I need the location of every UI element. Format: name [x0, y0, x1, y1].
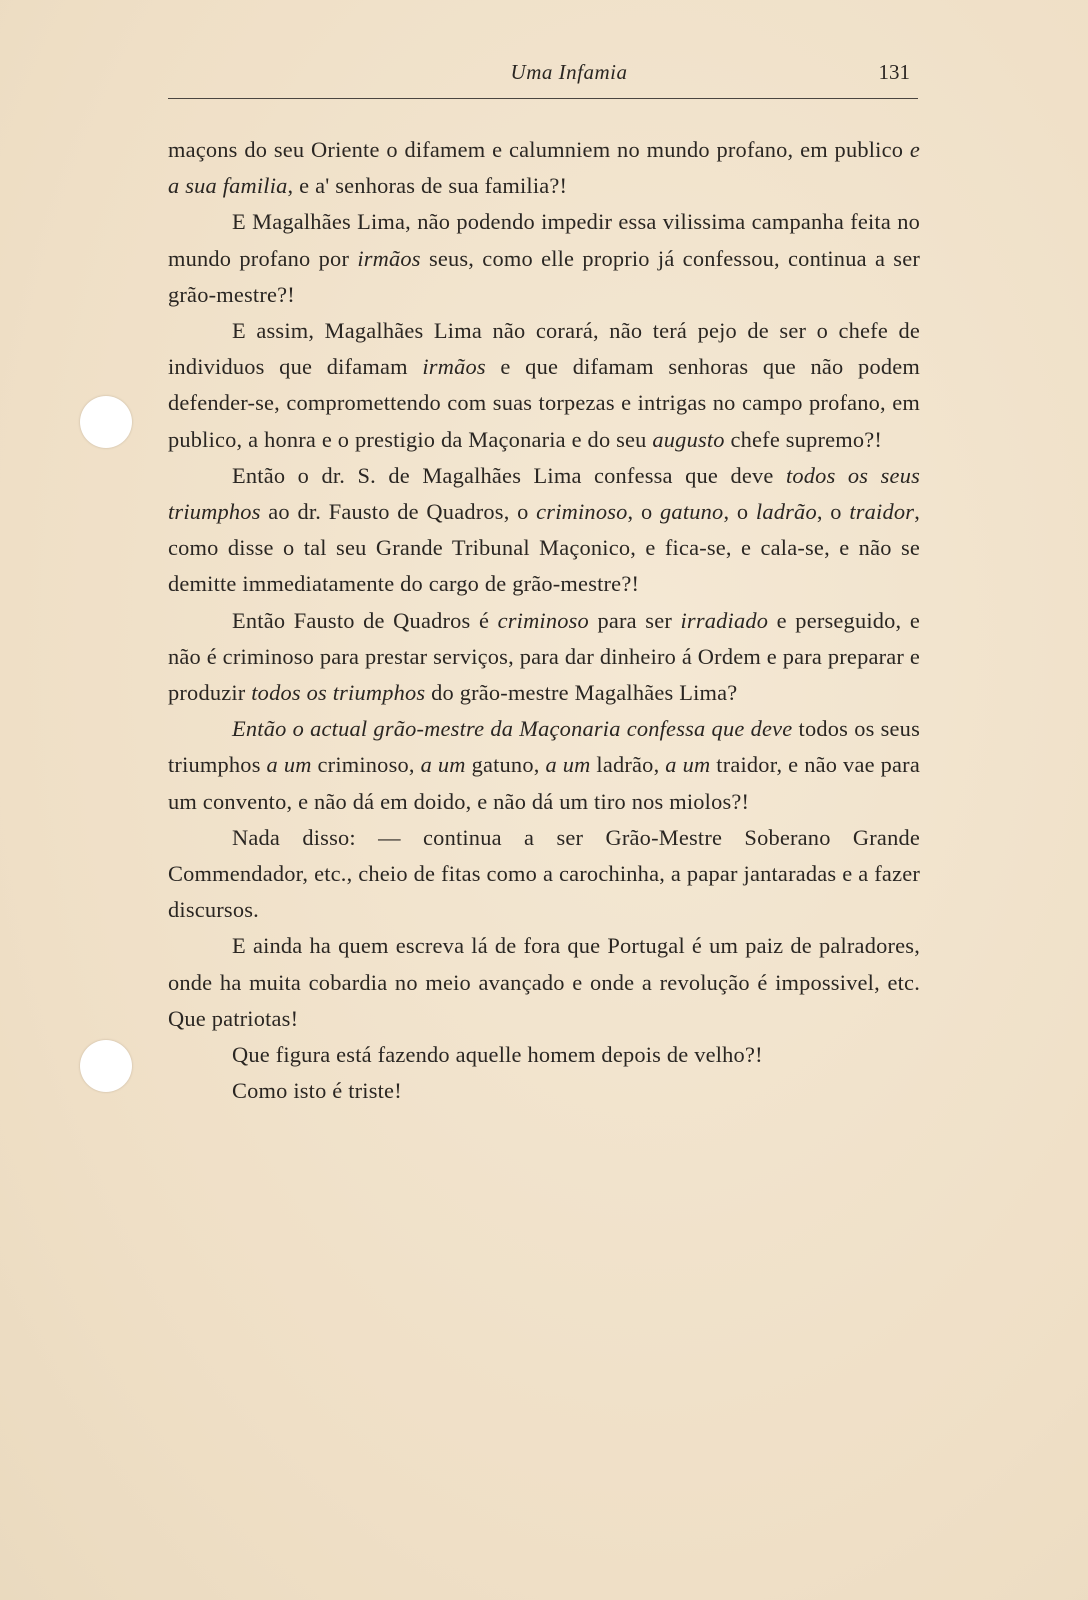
paragraph [168, 603, 920, 712]
text-run: criminoso, [311, 752, 421, 778]
italic-text: a um [266, 752, 312, 778]
italic-text: a um [420, 752, 466, 778]
binding-hole [80, 396, 132, 448]
paragraph [168, 820, 920, 929]
text-run: , o [816, 499, 850, 525]
italic-text: Então o actual grão-mestre da Maçonaria confessa que deve [232, 716, 793, 742]
italic-text: gatuno [660, 499, 724, 525]
text-run: para ser [588, 607, 681, 633]
italic-text: augusto [652, 426, 725, 452]
text-run: Então Fausto de Quadros é [232, 607, 498, 633]
text-run: chefe supremo?! [724, 426, 883, 452]
paragraph [168, 132, 920, 204]
text-run: , como disse o tal seu Grande Tribunal Maçonico, e fica-se, e cala-se, e não se demitte immediatamente do cargo de grão-mestre?! [168, 499, 920, 597]
header-rule [168, 98, 918, 99]
text-run: Como isto é triste! [232, 1078, 402, 1104]
paragraph [168, 458, 920, 603]
text-run: todos os seus triumphos [168, 716, 920, 778]
italic-text: irmãos [422, 354, 486, 380]
italic-text: todos os triumphos [251, 680, 426, 706]
paragraph [168, 313, 920, 458]
italic-text: e a sua familia [168, 137, 920, 199]
text-run: , o [627, 499, 661, 525]
text-run: Que figura está fazendo aquelle homem depois de velho?! [232, 1042, 763, 1068]
paragraph [168, 928, 920, 1037]
text-run: ladrão, [590, 752, 666, 778]
italic-text: irmãos [357, 245, 421, 271]
paragraph [168, 711, 920, 820]
italic-text: criminoso [497, 607, 589, 633]
paragraph [168, 1037, 920, 1073]
text-run: , o [723, 499, 756, 525]
page-number: 131 [878, 60, 910, 84]
italic-text: ladrão [755, 499, 817, 525]
text-run: maçons do seu Oriente o difamem e calumniem no mundo profano, em publico [168, 137, 910, 162]
text-run: traidor, e não vae para um convento, e não dá em doido, e não dá um tiro nos miolos?! [168, 752, 920, 814]
italic-text: todos os seus triumphos [168, 462, 921, 525]
body-text [168, 132, 920, 1109]
text-run: seus, como elle proprio já confessou, continua a ser grão-mestre?! [168, 245, 920, 307]
text-run: gatuno, [465, 752, 546, 778]
text-run: e que difamam senhoras que não podem defender-se, compromettendo com suas torpezas e intrigas no campo profano, em publico, a honra e o prestigio da Maçonaria e do seu [168, 354, 920, 452]
italic-text: a um [665, 752, 711, 778]
text-run: e perseguido, e não é criminoso para prestar serviços, para dar dinheiro á Ordem e para preparar e produzir [168, 607, 920, 706]
text-run: E assim, Magalhães Lima não corará, não terá pejo de ser o chefe de individuos que difamam [168, 318, 920, 380]
text-run: Nada disso: — continua a ser Grão-Mestre Soberano Grande Commendador, etc., cheio de fitas como a carochinha, a papar jantaradas e a fazer discursos. [168, 824, 920, 923]
text-run: do grão-mestre Magalhães Lima? [425, 680, 738, 706]
italic-text: criminoso [536, 499, 628, 525]
text-run: , e a' senhoras de sua familia?! [287, 173, 568, 199]
paragraph [168, 1073, 920, 1109]
text-run: Então o dr. S. de Magalhães Lima confessa que deve [232, 462, 786, 488]
italic-text: irradiado [680, 607, 769, 633]
text-run: E ainda ha quem escreva lá de fora que Portugal é um paiz de palradores, onde ha muita cobardia no meio avançado e onde a revolução é impossivel, etc. Que patriotas! [168, 933, 920, 1031]
paragraph [168, 204, 920, 313]
running-title: Uma Infamia [510, 60, 628, 84]
italic-text: traidor [849, 499, 915, 525]
italic-text: a um [545, 752, 591, 778]
text-run: E Magalhães Lima, não podendo impedir essa vilissima campanha feita no mundo profano por [168, 209, 920, 271]
page-header [168, 60, 918, 96]
binding-hole [80, 1040, 132, 1092]
text-run: ao dr. Fausto de Quadros, o [260, 499, 537, 525]
